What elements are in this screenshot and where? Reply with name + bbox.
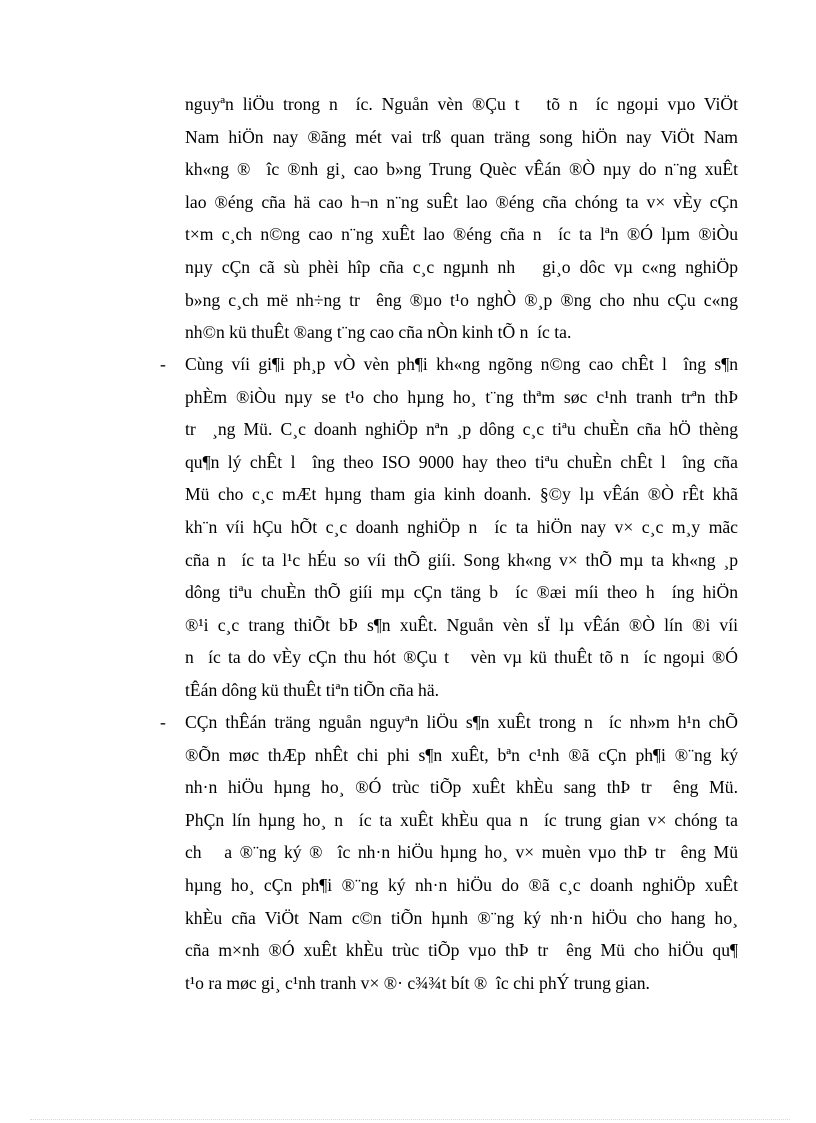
text-line: nguyªn liÖu trong n íc. Nguån vèn ®Çu t tõ n íc ngoµi vµo ViÖt	[185, 94, 738, 114]
text-line: qu¶n lý chÊt l îng theo ISO 9000 hay theo tiªu chuÈn chÊt l îng cña	[185, 451, 738, 472]
text-line: ®Õn møc thÆp nhÊt chi phi s¶n xuÊt, bªn c¹nh ®ã cÇn ph¶i ®¨ng ký	[185, 744, 738, 765]
text-line: Cùng víi gi¶i ph¸p vÒ vèn ph¶i kh«ng ngõng n©ng cao chÊt l îng s¶n	[185, 354, 738, 374]
text-line: tÊán dông kü thuÊt tiªn tiÕn cña hä.	[185, 679, 440, 700]
text-line: nh©n kü thuÊt ®ang t¨ng cao cña nÒn kinh tÕ n íc ta.	[185, 322, 572, 343]
text-line: lao ®éng cña hä cao h¬n n¨ng suÊt lao ®éng cña chóng ta v× vÈy cÇn	[185, 191, 738, 212]
text-line: t¹o ra møc gi¸ c¹nh tranh v× ®· c¾¾t bít ® îc chi phÝ trung gian.	[185, 972, 650, 993]
text-line: kh¨n víi hÇu hÕt c¸c doanh nghiÖp n íc ta hiÖn nay v× c¸c m¸y mãc	[185, 516, 738, 537]
text-line: Nam hiÖn nay ®ãng mét vai trß quan träng song hiÖn nay ViÖt Nam	[185, 126, 738, 147]
text-line: nµy cÇn cã sù phèi hîp cña c¸c ngµnh nh gi¸o dôc vµ c«ng nghiÖp	[185, 256, 738, 277]
bullet-dash: -	[160, 712, 166, 732]
text-line: n íc ta do vÈy cÇn thu hót ®Çu t vèn vµ kü thuÊt tõ n íc ngoµi ®Ó	[185, 647, 738, 668]
text-line: Mü cho c¸c mÆt hµng tham gia kinh doanh. §©y lµ vÊán ®Ò rÊt khã	[185, 484, 738, 505]
text-line: phÈm ®iÒu nµy se t¹o cho hµng ho¸ t¨ng thªm søc c¹nh tranh trªn thÞ	[185, 386, 738, 407]
text-line: b»ng c¸ch më nh÷ng tr êng ®µo t¹o nghÒ ®¸p ®ng cho nhu cÇu c«ng	[185, 289, 738, 310]
text-line: kh«ng ® îc ®nh gi¸ cao b»ng Trung Quèc vÊán ®Ò nµy do n¨ng xuÊt	[185, 159, 738, 180]
text-line: PhÇn lín hµng ho¸ n íc ta xuÊt khÈu qua n íc trung gian v× chóng ta	[185, 809, 738, 830]
text-line: hµng ho¸ cÇn ph¶i ®¨ng ký nh·n hiÖu do ®ã c¸c doanh nghiÖp xuÊt	[185, 874, 738, 895]
text-line: cña n íc ta l¹c hÉu so víi thÕ giíi. Song kh«ng v× thÕ mµ ta kh«ng ¸p	[185, 549, 738, 570]
paragraph-1	[185, 88, 738, 349]
text-line: nh·n hiÖu hµng ho¸ ®Ó trùc tiÕp xuÊt khÈu sang thÞ tr êng Mü.	[185, 777, 738, 798]
bullet-dash: -	[160, 354, 166, 374]
text-line: ®¹i c¸c trang thiÕt bÞ s¶n xuÊt. Nguån vèn sÏ lµ vÊán ®Ò lín ®i víi	[185, 614, 738, 635]
text-line: cña m×nh ®Ó xuÊt khÈu trùc tiÕp vµo thÞ tr êng Mü cho hiÖu qu¶	[185, 940, 738, 961]
text-line: CÇn thÊán träng nguån nguyªn liÖu s¶n xuÊt trong n íc nh»m h¹n chÕ	[185, 712, 738, 732]
text-line: khÈu cña ViÖt Nam c©n tiÕn hµnh ®¨ng ký nh·n hiÖu cho hang ho¸	[185, 907, 738, 928]
page-bottom-divider	[30, 1119, 790, 1120]
text-line: ch a ®¨ng ký ® îc nh·n hiÖu hµng ho¸ v× muèn vµo thÞ tr êng Mü	[185, 842, 738, 863]
text-line: t×m c¸ch n©ng cao n¨ng xuÊt lao ®éng cña n íc ta lªn ®Ó lµm ®iÒu	[185, 224, 738, 245]
paragraph-3	[185, 706, 738, 999]
paragraph-2	[185, 348, 738, 707]
text-line: dông tiªu chuÈn thÕ giíi mµ cÇn täng b íc ®æi míi theo h íng hiÖn	[185, 582, 738, 603]
text-line: tr ¸ng Mü. C¸c doanh nghiÖp nªn ¸p dông c¸c tiªu chuÈn cña hÖ thèng	[185, 419, 738, 440]
